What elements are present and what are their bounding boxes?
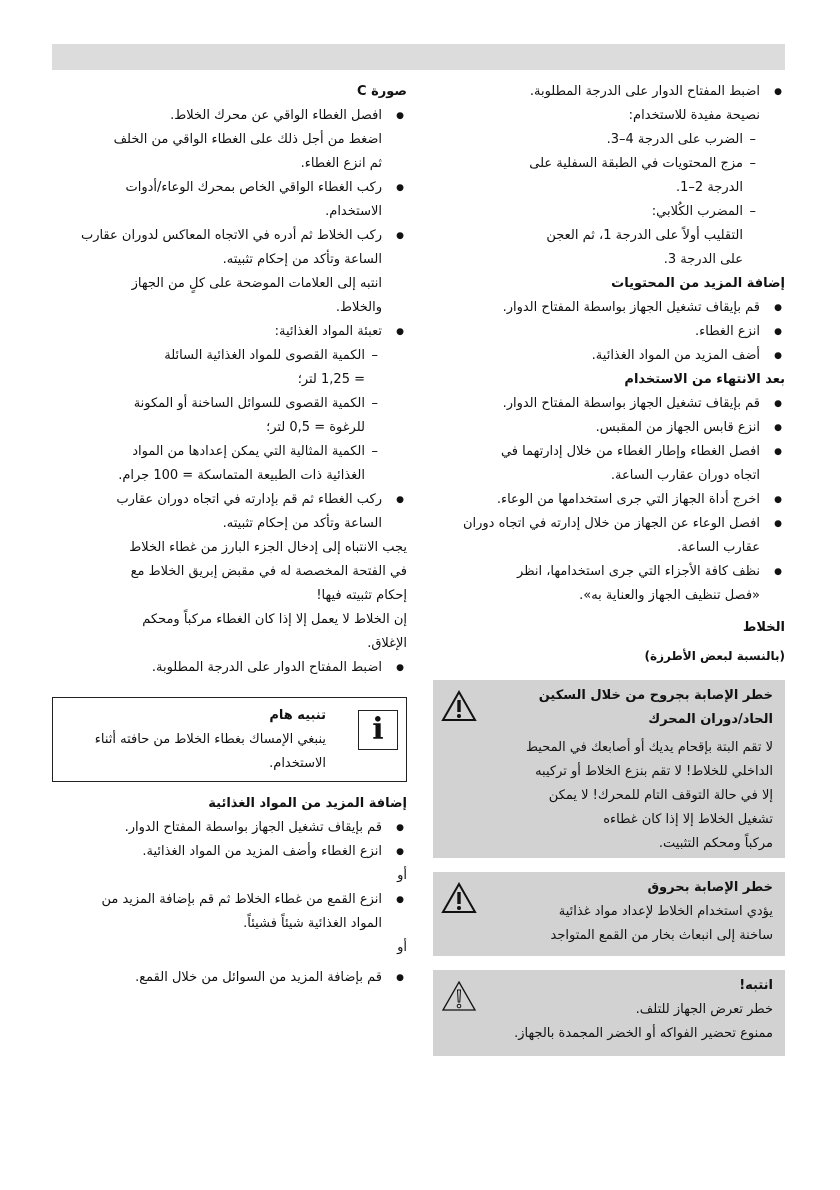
list-item: ● قم بإيقاف تشغيل الجهاز بواسطة المفتاح الدوار. <box>433 392 785 416</box>
list-item-cont: عقارب الساعة. <box>677 540 760 555</box>
warning-text: الداخلي للخلاط! لا تقم بنزع الخلاط أو تركيبه <box>535 764 773 779</box>
right-column <box>433 80 785 668</box>
list-item: ● افصل الوعاء عن الجهاز من خلال إدارته في اتجاه دوران <box>433 512 785 536</box>
warning-text: تشغيل الخلاط إلا إذا كان غطاءه <box>603 812 773 827</box>
list-item: ● انزع قابس الجهاز من المقبس. <box>433 416 785 440</box>
warning-title: خطر الإصابة بجروح من خلال السكين <box>538 688 773 703</box>
caution-triangle-icon <box>441 980 477 1012</box>
list-item-cont: المواد الغذائية شيئاً فشيئاً. <box>243 916 382 931</box>
paragraph: إن الخلاط لا يعمل إلا إذا كان الغطاء مركباً ومحكم <box>142 612 407 627</box>
list-item: ● افصل الغطاء الواقي عن محرك الخلاط. <box>52 104 407 128</box>
list-item: – الكمية المثالية التي يمكن إعدادها من المواد <box>52 440 382 464</box>
list-item: ● انزع الغطاء. <box>433 320 785 344</box>
section-subheading: (بالنسبة لبعض الأطرزة) <box>644 649 785 663</box>
list-item: – الضرب على الدرجة 4–3. <box>433 128 760 152</box>
caution-text: خطر تعرض الجهاز للتلف. <box>635 1002 773 1017</box>
list-item-cont: على الدرجة 3. <box>663 252 743 267</box>
section-heading: صورة C <box>357 84 407 99</box>
paragraph: والخلاط. <box>335 300 382 315</box>
paragraph: إحكام تثبيته فيها! <box>316 588 407 603</box>
list-item-cont: التقليب أولاً على الدرجة 1، ثم العجن <box>546 228 743 243</box>
caution-box <box>433 970 785 1056</box>
paragraph: في الفتحة المخصصة له في مقبض إبريق الخلاط مع <box>130 564 407 579</box>
list-item-cont: = 1,25 لتر؛ <box>297 372 365 387</box>
note-text: ينبغي الإمساك بغطاء الخلاط من حافته أثناء <box>94 732 326 747</box>
note-title: تنبيه هام <box>269 708 326 723</box>
list-item: ● نظف كافة الأجزاء التي جرى استخدامها، انظر <box>433 560 785 584</box>
list-item: ● ركب الغطاء ثم قم بإدارته في اتجاه دوران عقارب <box>52 488 407 512</box>
warning-box-cuts <box>433 680 785 858</box>
list-item-cont: الغذائية ذات الطبيعة المتماسكة = 100 جرام. <box>118 468 365 483</box>
or-text: أو <box>397 940 407 955</box>
paragraph: يجب الانتباه إلى إدخال الجزء البارز من غطاء الخلاط <box>129 540 407 555</box>
list-item: – مزج المحتويات في الطبقة السفلية على <box>433 152 760 176</box>
list-item-cont: الساعة وتأكد من إحكام تثبيته. <box>222 516 382 531</box>
or-text: أو <box>397 868 407 883</box>
list-item-cont: الدرجة 2–1. <box>675 180 743 195</box>
list-item: – المضرب الكُلابي: <box>433 200 760 224</box>
list-item: ● قم بإيقاف تشغيل الجهاز بواسطة المفتاح الدوار. <box>52 816 407 840</box>
list-item: – الكمية القصوى للمواد الغذائية السائلة <box>52 344 382 368</box>
tip-label: نصيحة مفيدة للاستخدام: <box>628 108 760 123</box>
list-item: ● افصل الغطاء وإطار الغطاء من خلال إدارتهما في <box>433 440 785 464</box>
section-heading: إضافة المزيد من المحتويات <box>611 276 785 291</box>
paragraph: الإغلاق. <box>367 636 407 651</box>
list-item: ● انزع الغطاء وأضف المزيد من المواد الغذائية. <box>52 840 407 864</box>
note-text: الاستخدام. <box>269 756 326 771</box>
list-item-cont: الاستخدام. <box>325 204 382 219</box>
list-item: ● اضبط المفتاح الدوار على الدرجة المطلوبة. <box>433 80 785 104</box>
warning-title-cont: الحاد/دوران المحرك <box>648 712 773 727</box>
warning-triangle-icon <box>441 882 477 914</box>
left-column <box>52 80 407 680</box>
list-item: – الكمية القصوى للسوائل الساخنة أو المكونة <box>52 392 382 416</box>
section-heading: إضافة المزيد من المواد الغذائية <box>208 796 407 811</box>
left-lower-column <box>52 792 407 990</box>
paragraph: اضغط من أجل ذلك على الغطاء الواقي من الخلف <box>113 132 382 147</box>
caution-text: ممنوع تحضير الفواكه أو الخضر المجمدة بالجهاز. <box>514 1026 773 1041</box>
warning-text: لا تقم البتة بإقحام يديك أو أصابعك في المحيط <box>525 740 773 755</box>
list-item: ● انزع القمع من غطاء الخلاط ثم قم بإضافة المزيد من <box>52 888 407 912</box>
list-item: ● اخرج أداة الجهاز التي جرى استخدامها من الوعاء. <box>433 488 785 512</box>
list-item: ● قم بإيقاف تشغيل الجهاز بواسطة المفتاح الدوار. <box>433 296 785 320</box>
warning-triangle-icon <box>441 690 477 722</box>
paragraph: انتبه إلى العلامات الموضحة على كلٍ من الجهاز <box>131 276 382 291</box>
list-item: ● قم بإضافة المزيد من السوائل من خلال القمع. <box>52 966 407 990</box>
header-bar <box>52 44 785 70</box>
list-item: ● أضف المزيد من المواد الغذائية. <box>433 344 785 368</box>
paragraph: ثم انزع الغطاء. <box>300 156 382 171</box>
list-item-cont: للرغوة = 0,5 لتر؛ <box>266 420 365 435</box>
note-box <box>52 697 407 782</box>
warning-title: خطر الإصابة بحروق <box>647 880 773 895</box>
warning-text: إلا في حالة التوقف التام للمحرك! لا يمكن <box>548 788 773 803</box>
list-item-cont: اتجاه دوران عقارب الساعة. <box>610 468 760 483</box>
list-item-cont: «فصل تنظيف الجهاز والعناية به». <box>579 588 760 603</box>
list-item: ● ركب الغطاء الواقي الخاص بمحرك الوعاء/أدوات <box>52 176 407 200</box>
section-heading-blender: الخلاط <box>742 620 785 635</box>
warning-text: ساخنة إلى انبعاث بخار من القمع المتواجد <box>550 928 773 943</box>
info-icon: i <box>358 710 398 750</box>
warning-text: يؤدي استخدام الخلاط لإعداد مواد غذائية <box>558 904 773 919</box>
warning-box-burns <box>433 872 785 956</box>
list-item: ● تعبئة المواد الغذائية: <box>52 320 407 344</box>
caution-title: انتبه! <box>739 978 773 993</box>
section-heading: بعد الانتهاء من الاستخدام <box>624 372 785 387</box>
list-item: ● ركب الخلاط ثم أدره في الاتجاه المعاكس لدوران عقارب <box>52 224 407 248</box>
list-item: ● اضبط المفتاح الدوار على الدرجة المطلوبة. <box>52 656 407 680</box>
list-item-cont: الساعة وتأكد من إحكام تثبيته. <box>222 252 382 267</box>
warning-text: مركباً ومحكم التثبيت. <box>658 836 773 851</box>
